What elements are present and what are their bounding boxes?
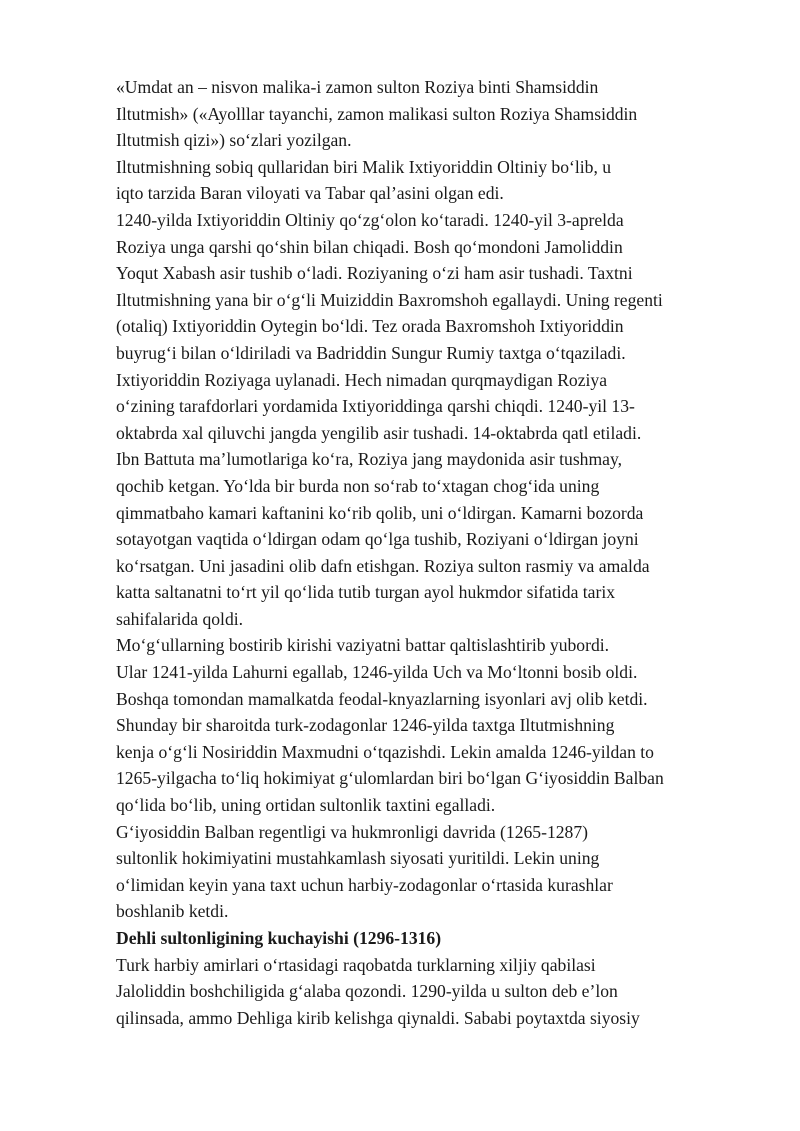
text-line: Turk harbiy amirlari o‘rtasidagi raqobatda turklarning xiljiy qabilasi [116,954,596,975]
text-line: o‘limidan keyin yana taxt uchun harbiy-zodagonlar o‘rtasida kurashlar [116,874,613,895]
text-line: Shunday bir sharoitda turk-zodagonlar 1246-yilda taxtga Iltutmishning [116,715,615,736]
text-line: Jaloliddin boshchiligida g‘alaba qozondi. 1290-yilda u sulton deb e’lon [116,981,618,1002]
text-line: «Umdat an – nisvon malika-i zamon sulton Roziya binti Shamsiddin [116,77,599,97]
text-line: sultonlik hokimiyatini mustahkamlash siyosati yuritildi. Lekin uning [116,848,600,869]
text-line: qilinsada, ammo Dehliga kirib kelishga qiynaldi. Sababi poytaxtda siyosiy [116,1007,640,1028]
text-line: oktabrda xal qiluvchi jangda yengilib asir tushadi. 14-oktabrda qatl etiladi. [116,422,642,443]
text-line: sotayotgan vaqtida o‘ldirgan odam qo‘lga tushib, Roziyani o‘ldirgan joyni [116,529,639,550]
text-line: o‘zining tarafdorlari yordamida Ixtiyoriddinga qarshi chiqdi. 1240-yil 13- [116,396,635,417]
text-line: kenja o‘g‘li Nosiriddin Maxmudni o‘tqazishdi. Lekin amalda 1246-yildan to [116,741,654,762]
text-line: qo‘lida bo‘lib, uning ortidan sultonlik taxtini egalladi. [116,795,496,816]
text-line: Iltutmishning yana bir o‘g‘li Muiziddin Baxromshoh egallaydi. Uning regenti [116,289,663,310]
document-page [116,74,736,1031]
text-line: Iltutmish» («Ayolllar tayanchi, zamon malikasi sulton Roziya Shamsiddin [116,103,638,124]
text-line: sahifalarida qoldi. [116,608,244,629]
text-line: Iltutmish qizi») so‘zlari yozilgan. [116,130,352,151]
text-line: boshlanib ketdi. [116,901,229,922]
text-line: Iltutmishning sobiq qullaridan biri Malik Ixtiyoriddin Oltiniy bo‘lib, u [116,156,612,177]
text-line: Yoqut Xabash asir tushib o‘ladi. Roziyaning o‘zi ham asir tushadi. Taxtni [116,263,633,284]
text-line: katta saltanatni to‘rt yil qo‘lida tutib turgan ayol hukmdor sifatida tarix [116,582,616,603]
text-line: qimmatbaho kamari kaftanini ko‘rib qolib, uni o‘ldirgan. Kamarni bozorda [116,502,644,523]
text-line: Ibn Battuta ma’lumotlariga ko‘ra, Roziya jang maydonida asir tushmay, [116,449,623,470]
text-line: 1265-yilgacha to‘liq hokimiyat g‘ulomlardan biri bo‘lgan G‘iyosiddin Balban [116,768,664,789]
text-line: 1240-yilda Ixtiyoriddin Oltiniy qo‘zg‘olon ko‘taradi. 1240-yil 3-aprelda [116,209,624,230]
text-line: iqto tarzida Baran viloyati va Tabar qal’asini olgan edi. [116,183,504,204]
text-line: (otaliq) Ixtiyoriddin Oytegin bo‘ldi. Tez orada Baxromshoh Ixtiyoriddin [116,316,624,337]
text-line: ko‘rsatgan. Uni jasadini olib dafn etishgan. Roziya sulton rasmiy va amalda [116,555,650,576]
text-line: qochib ketgan. Yo‘lda bir burda non so‘rab to‘xtagan chog‘ida uning [116,475,600,496]
text-line: Ixtiyoriddin Roziyaga uylanadi. Hech nimadan qurqmaydigan Roziya [116,369,608,390]
text-line: Ular 1241-yilda Lahurni egallab, 1246-yilda Uch va Mo‘ltonni bosib oldi. [116,662,638,683]
text-line: G‘iyosiddin Balban regentligi va hukmronligi davrida (1265-1287) [116,821,589,842]
text-line: buyrug‘i bilan o‘ldiriladi va Badriddin Sungur Rumiy taxtga o‘tqaziladi. [116,342,626,363]
section-heading: Dehli sultonligining kuchayishi (1296-1316) [116,928,442,948]
text-line: Mo‘g‘ullarning bostirib kirishi vaziyatni battar qaltislashtirib yubordi. [116,635,610,656]
text-line: Boshqa tomondan mamalkatda feodal-knyazlarning isyonlari avj olib ketdi. [116,688,648,709]
text-line: Roziya unga qarshi qo‘shin bilan chiqadi. Bosh qo‘mondoni Jamoliddin [116,236,623,257]
